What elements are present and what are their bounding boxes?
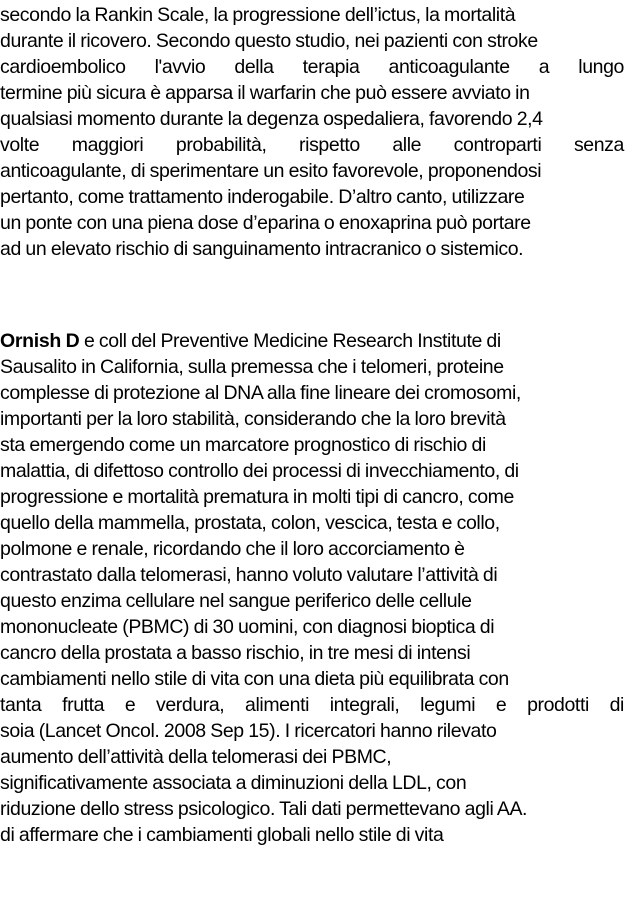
p2-line-9: polmone e renale, ricordando che il loro accorciamento è <box>0 538 465 560</box>
word: e <box>495 694 507 716</box>
word: alimenti <box>245 694 310 716</box>
p2-line-11: questo enzima cellulare nel sangue periferico delle cellule <box>0 590 472 612</box>
p1-line-9: un ponte con una piena dose d’eparina o enoxaprina può portare <box>0 212 531 234</box>
p1-line-8: pertanto, come trattamento inderogabile. D’altro canto, utilizzare <box>0 186 525 208</box>
word: lungo <box>578 56 624 78</box>
p1-line-1: secondo la Rankin Scale, la progressione dell’ictus, la mortalità <box>0 4 516 26</box>
word: senza <box>573 134 624 156</box>
word: a <box>538 56 550 78</box>
p2-line-6: malattia, di difettoso controllo dei processi di invecchiamento, di <box>0 460 519 482</box>
p2-line-2: Sausalito in California, sulla premessa che i telomeri, proteine <box>0 356 504 378</box>
p2-line-1 <box>0 328 625 354</box>
p1-line-6 <box>0 132 624 158</box>
word: controparti <box>453 134 542 156</box>
p1-line-7: anticoagulante, di sperimentare un esito favorevole, proponendosi <box>0 160 542 182</box>
p2-line-8: quello della mammella, prostata, colon, vescica, testa e collo, <box>0 512 500 534</box>
p2-line-20: di affermare che i cambiamenti globali nello stile di vita <box>0 824 444 846</box>
word: maggiori <box>71 134 144 156</box>
p1-line-2: durante il ricovero. Secondo questo studio, nei pazienti con stroke <box>0 30 538 52</box>
word: di <box>609 694 624 716</box>
p2-line-19: riduzione dello stress psicologico. Tali dati permettevano agli AA. <box>0 798 528 820</box>
word: anticoagulante <box>388 56 510 78</box>
word: tanta <box>0 694 42 716</box>
word: alle <box>392 134 422 156</box>
p1-line-4: termine più sicura è apparsa il warfarin che può essere avviato in <box>0 82 530 104</box>
p2-line-10: contrastato dalla telomerasi, hanno voluto valutare l’attività di <box>0 564 498 586</box>
p2-line-13: cancro della prostata a basso rischio, in tre mesi di intensi <box>0 642 471 664</box>
p2-line-7: progressione e mortalità prematura in molti tipi di cancro, come <box>0 486 514 508</box>
word: terapia <box>302 56 360 78</box>
word: volte <box>0 134 40 156</box>
word: della <box>234 56 274 78</box>
word: verdura, <box>155 694 225 716</box>
p2-line-14: cambiamenti nello stile di vita con una dieta più equilibrata con <box>0 668 509 690</box>
word: legumi <box>420 694 476 716</box>
p2-line-3: complesse di protezione al DNA alla fine lineare dei cromosomi, <box>0 382 521 404</box>
word: probabilità, <box>175 134 267 156</box>
author-name: Ornish D <box>0 330 80 352</box>
word: l'avvio <box>154 56 206 78</box>
word: frutta <box>62 694 105 716</box>
p2-line-17: aumento dell’attività della telomerasi dei PBMC, <box>0 746 392 768</box>
p1-line-3 <box>0 54 624 80</box>
word: rispetto <box>299 134 360 156</box>
p2-line-15 <box>0 692 624 718</box>
p2-line-4: importanti per la loro stabilità, considerando che la loro brevità <box>0 408 506 430</box>
p2-line-16: soia (Lancet Oncol. 2008 Sep 15). I ricercatori hanno rilevato <box>0 720 497 742</box>
word: integrali, <box>329 694 400 716</box>
word: prodotti <box>527 694 589 716</box>
p2-line-12: mononucleate (PBMC) di 30 uomini, con diagnosi bioptica di <box>0 616 495 638</box>
p2-line-1-rest: e coll del Preventive Medicine Research Institute di <box>79 330 501 352</box>
word: cardioembolico <box>0 56 126 78</box>
p1-line-10: ad un elevato rischio di sanguinamento intracranico o sistemico. <box>0 238 524 260</box>
p1-line-5: qualsiasi momento durante la degenza ospedaliera, favorendo 2,4 <box>0 108 543 130</box>
p2-line-18: significativamente associata a diminuzioni della LDL, con <box>0 772 467 794</box>
word: e <box>124 694 136 716</box>
p2-line-5: sta emergendo come un marcatore prognostico di rischio di <box>0 434 486 456</box>
